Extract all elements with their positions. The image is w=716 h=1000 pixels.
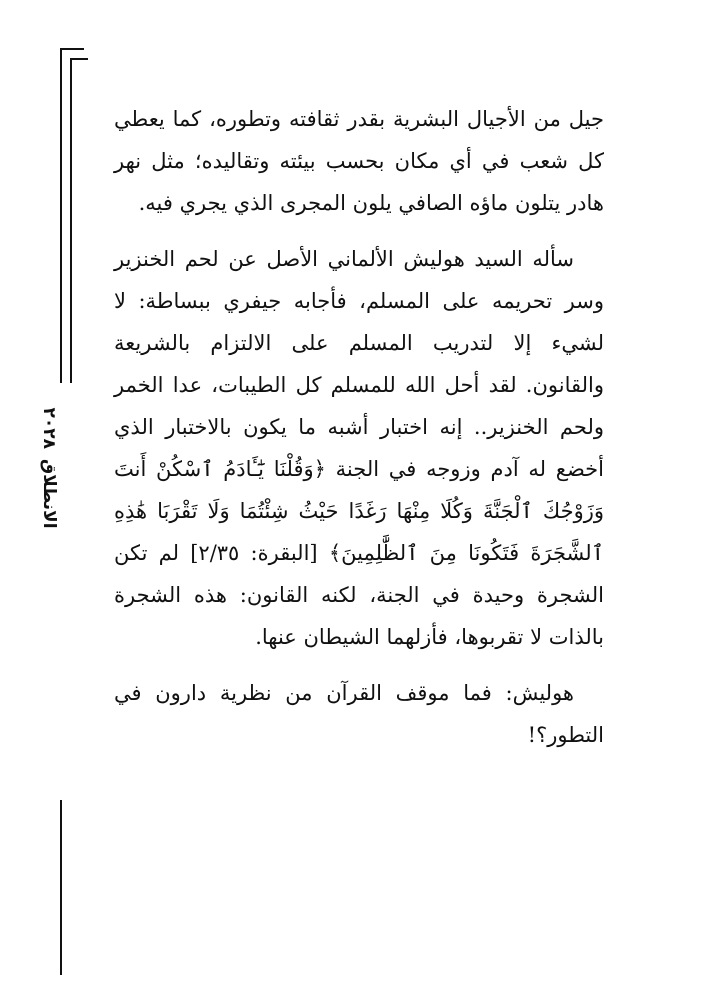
running-header — [20, 408, 78, 528]
page-body — [114, 98, 604, 770]
paragraph-1: جيل من الأجيال البشرية بقدر ثقافته وتطوره، كما يعطي كل شعب في أي مكان بحسب بيئته وتقاليده؛ مثل نهر هادر يتلون ماؤه الصافي يلون المجرى الذي يجري فيه. — [114, 107, 605, 215]
running-header-text — [39, 407, 59, 528]
page-number: ٢٠٢٨ — [39, 407, 59, 449]
border-top-inner — [70, 58, 88, 60]
border-left-bottom — [60, 800, 62, 975]
border-left-outer — [60, 48, 62, 383]
paragraph-2: سأله السيد هوليش الألماني الأصل عن لحم الخنزير وسر تحريمه على المسلم، فأجابه جيفري ببساطة: لا لشيء إلا لتدريب المسلم على الالتزام بالشريعة والقانون. لقد أحل الله للمسلم كل الطيبات، عدا الخمر ولحم الخنزير.. إنه اختبار أشبه ما يكون بالاختبار الذي أخضع له آدم وزوجه في الجنة ﴿وَقُلْنَا يَٰٓـَٔادَمُ ٱسْكُنْ أَنتَ وَزَوْجُكَ ٱلْجَنَّةَ وَكُلَا مِنْهَا رَغَدًا حَيْثُ شِئْتُمَا وَلَا تَقْرَبَا هَٰذِهِ ٱلشَّجَرَةَ فَتَكُونَا مِنَ ٱلظَّٰلِمِينَ﴾ [البقرة: ٢/٣٥] لم تكن الشجرة وحيدة في الجنة، لكنه القانون: هذه الشجرة بالذات لا تقربوها، فأزلهما الشيطان عنها. — [114, 247, 604, 649]
running-header-title: الانطلاق — [39, 458, 59, 529]
border-left-inner — [70, 58, 72, 383]
border-top-outer — [60, 48, 84, 50]
paragraph-3: هوليش: فما موقف القرآن من نظرية دارون في التطور؟! — [114, 681, 604, 747]
